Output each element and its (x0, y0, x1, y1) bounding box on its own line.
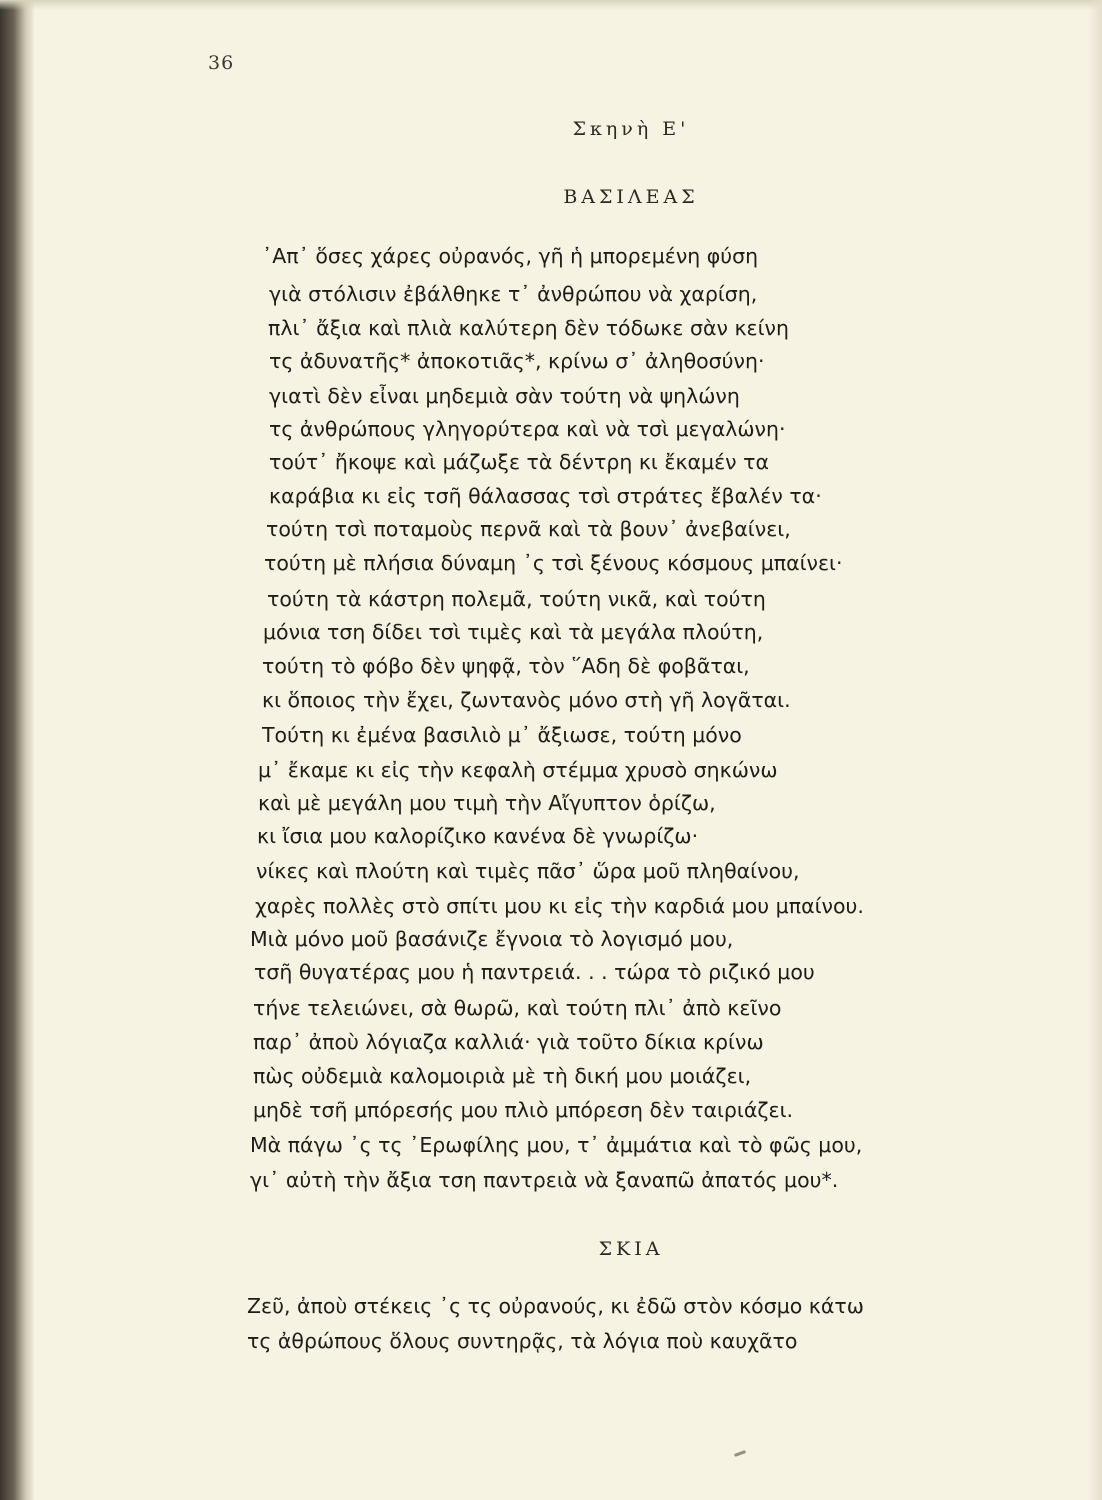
verse-line: τς ἀδυνατῆς* ἀποκοτιᾶς*, κρίνω σ᾿ ἀληθοσύνη· (269, 349, 765, 373)
verse-line: τς ἀθρώπους ὅλους συντηρᾷς, τὰ λόγια ποὺ καυχᾶτο (247, 1329, 798, 1353)
verse-line: γιατὶ δὲν εἶναι μηδεμιὰ σὰν τούτη νὰ ψηλώνη (269, 384, 740, 408)
page-number: 36 (208, 52, 235, 74)
verse-line: πὼς οὐδεμιὰ καλομοιριὰ μὲ τὴ δική μου μοιάζει, (253, 1064, 752, 1088)
verse-line: μ᾿ ἔκαμε κι εἰς τὴν κεφαλὴ στέμμα χρυσὸ σηκώνω (258, 758, 778, 782)
scan-top-edge (0, 0, 1102, 10)
verse-line: κι ἴσια μου καλορίζικο κανένα δὲ γνωρίζω· (257, 824, 699, 848)
verse-line: τούτη τὰ κάστρη πολεμᾶ, τούτη νικᾶ, καὶ τούτη (267, 587, 766, 611)
verse-line: τήνε τελειώνει, σὰ θωρῶ, καὶ τούτη πλι᾿ ἀπὸ κεῖνο (253, 996, 782, 1020)
verse-line: Τούτη κι ἐμένα βασιλιὸ μ᾿ ἄξιωσε, τούτη μόνο (262, 723, 742, 747)
verse-line: Ζεῦ, ἀποὺ στέκεις ᾽ς τς οὐρανούς, κι ἐδῶ στὸν κόσμο κάτω (247, 1294, 864, 1318)
verse-line: μηδὲ τσῆ μπόρεσής μου πλιὸ μπόρεση δὲν ταιριάζει. (253, 1098, 794, 1122)
verse-line: τσῆ θυγατέρας μου ἡ παντρειά. . . τώρα τὸ ριζικό μου (254, 960, 815, 984)
verse-line: νίκες καὶ πλούτη καὶ τιμὲς πᾶσ᾿ ὥρα μοῦ πληθαίνου, (256, 859, 800, 883)
ink-smudge (734, 1450, 746, 1457)
scene-title: Σκηνὴ Ε' (572, 118, 690, 140)
verse-line: τούτη μὲ πλήσια δύναμη ᾽ς τσὶ ξένους κόσμους μπαίνει· (264, 551, 843, 575)
verse-line: τούτη τσὶ ποταμοὺς περνᾶ καὶ τὰ βουν᾿ ἀνεβαίνει, (266, 517, 791, 541)
speaker-heading-ghost: ΣΚΙΑ (598, 1238, 664, 1260)
verse-line: παρ᾿ ἀποὺ λόγιαζα καλλιά· γιὰ τοῦτο δίκια κρίνω (253, 1030, 764, 1054)
verse-line: Μιὰ μόνο μοῦ βασάνιζε ἔγνοια τὸ λογισμό μου, (250, 927, 734, 951)
verse-line: τούτ᾿ ἤκοψε καὶ μάζωξε τὰ δέντρη κι ἔκαμέν τα (269, 450, 770, 474)
verse-line: καράβια κι εἰς τσῆ θάλασσας τσὶ στράτες ἔβαλέν τα· (269, 484, 822, 508)
verse-line: καὶ μὲ μεγάλη μου τιμὴ τὴν Αἴγυπτον ὁρίζω, (258, 791, 716, 815)
speaker-heading-king: ΒΑΣΙΛΕΑΣ (563, 186, 699, 208)
verse-line: τς ἀνθρώπους γληγορύτερα καὶ νὰ τσὶ μεγαλώνη· (269, 417, 786, 441)
scan-right-edge (1088, 0, 1102, 1500)
verse-line: πλι᾿ ἄξια καὶ πλιὰ καλύτερη δὲν τόδωκε σὰν κείνη (268, 316, 789, 340)
verse-line: Μὰ πάγω ᾽ς τς ᾽Ερωφίλης μου, τ᾿ ἀμμάτια καὶ τὸ φῶς μου, (250, 1133, 863, 1157)
verse-line: ᾿Απ᾿ ὅσες χάρες οὐρανός, γῆ ἡ μπορεμένη φύση (262, 244, 759, 268)
verse-line: γι᾿ αὐτὴ τὴν ἄξια τση παντρειὰ νὰ ξαναπῶ ἀπατός μου*. (250, 1168, 839, 1192)
verse-line: τούτη τὸ φόβο δὲν ψηφᾷ, τὸν ῞Αδη δὲ φοβᾶται, (262, 654, 750, 678)
verse-line: χαρὲς πολλὲς στὸ σπίτι μου κι εἰς τὴν καρδιά μου μπαίνου. (255, 894, 864, 918)
verse-line: κι ὅποιος τὴν ἔχει, ζωντανὸς μόνο στὴ γῆ λογᾶται. (262, 688, 791, 712)
scan-binding-edge (0, 0, 34, 1500)
verse-line: μόνια τση δίδει τσὶ τιμὲς καὶ τὰ μεγάλα πλούτη, (263, 620, 764, 644)
verse-line: γιὰ στόλισιν ἐβάλθηκε τ᾿ ἀνθρώπου νὰ χαρίση, (269, 282, 758, 306)
